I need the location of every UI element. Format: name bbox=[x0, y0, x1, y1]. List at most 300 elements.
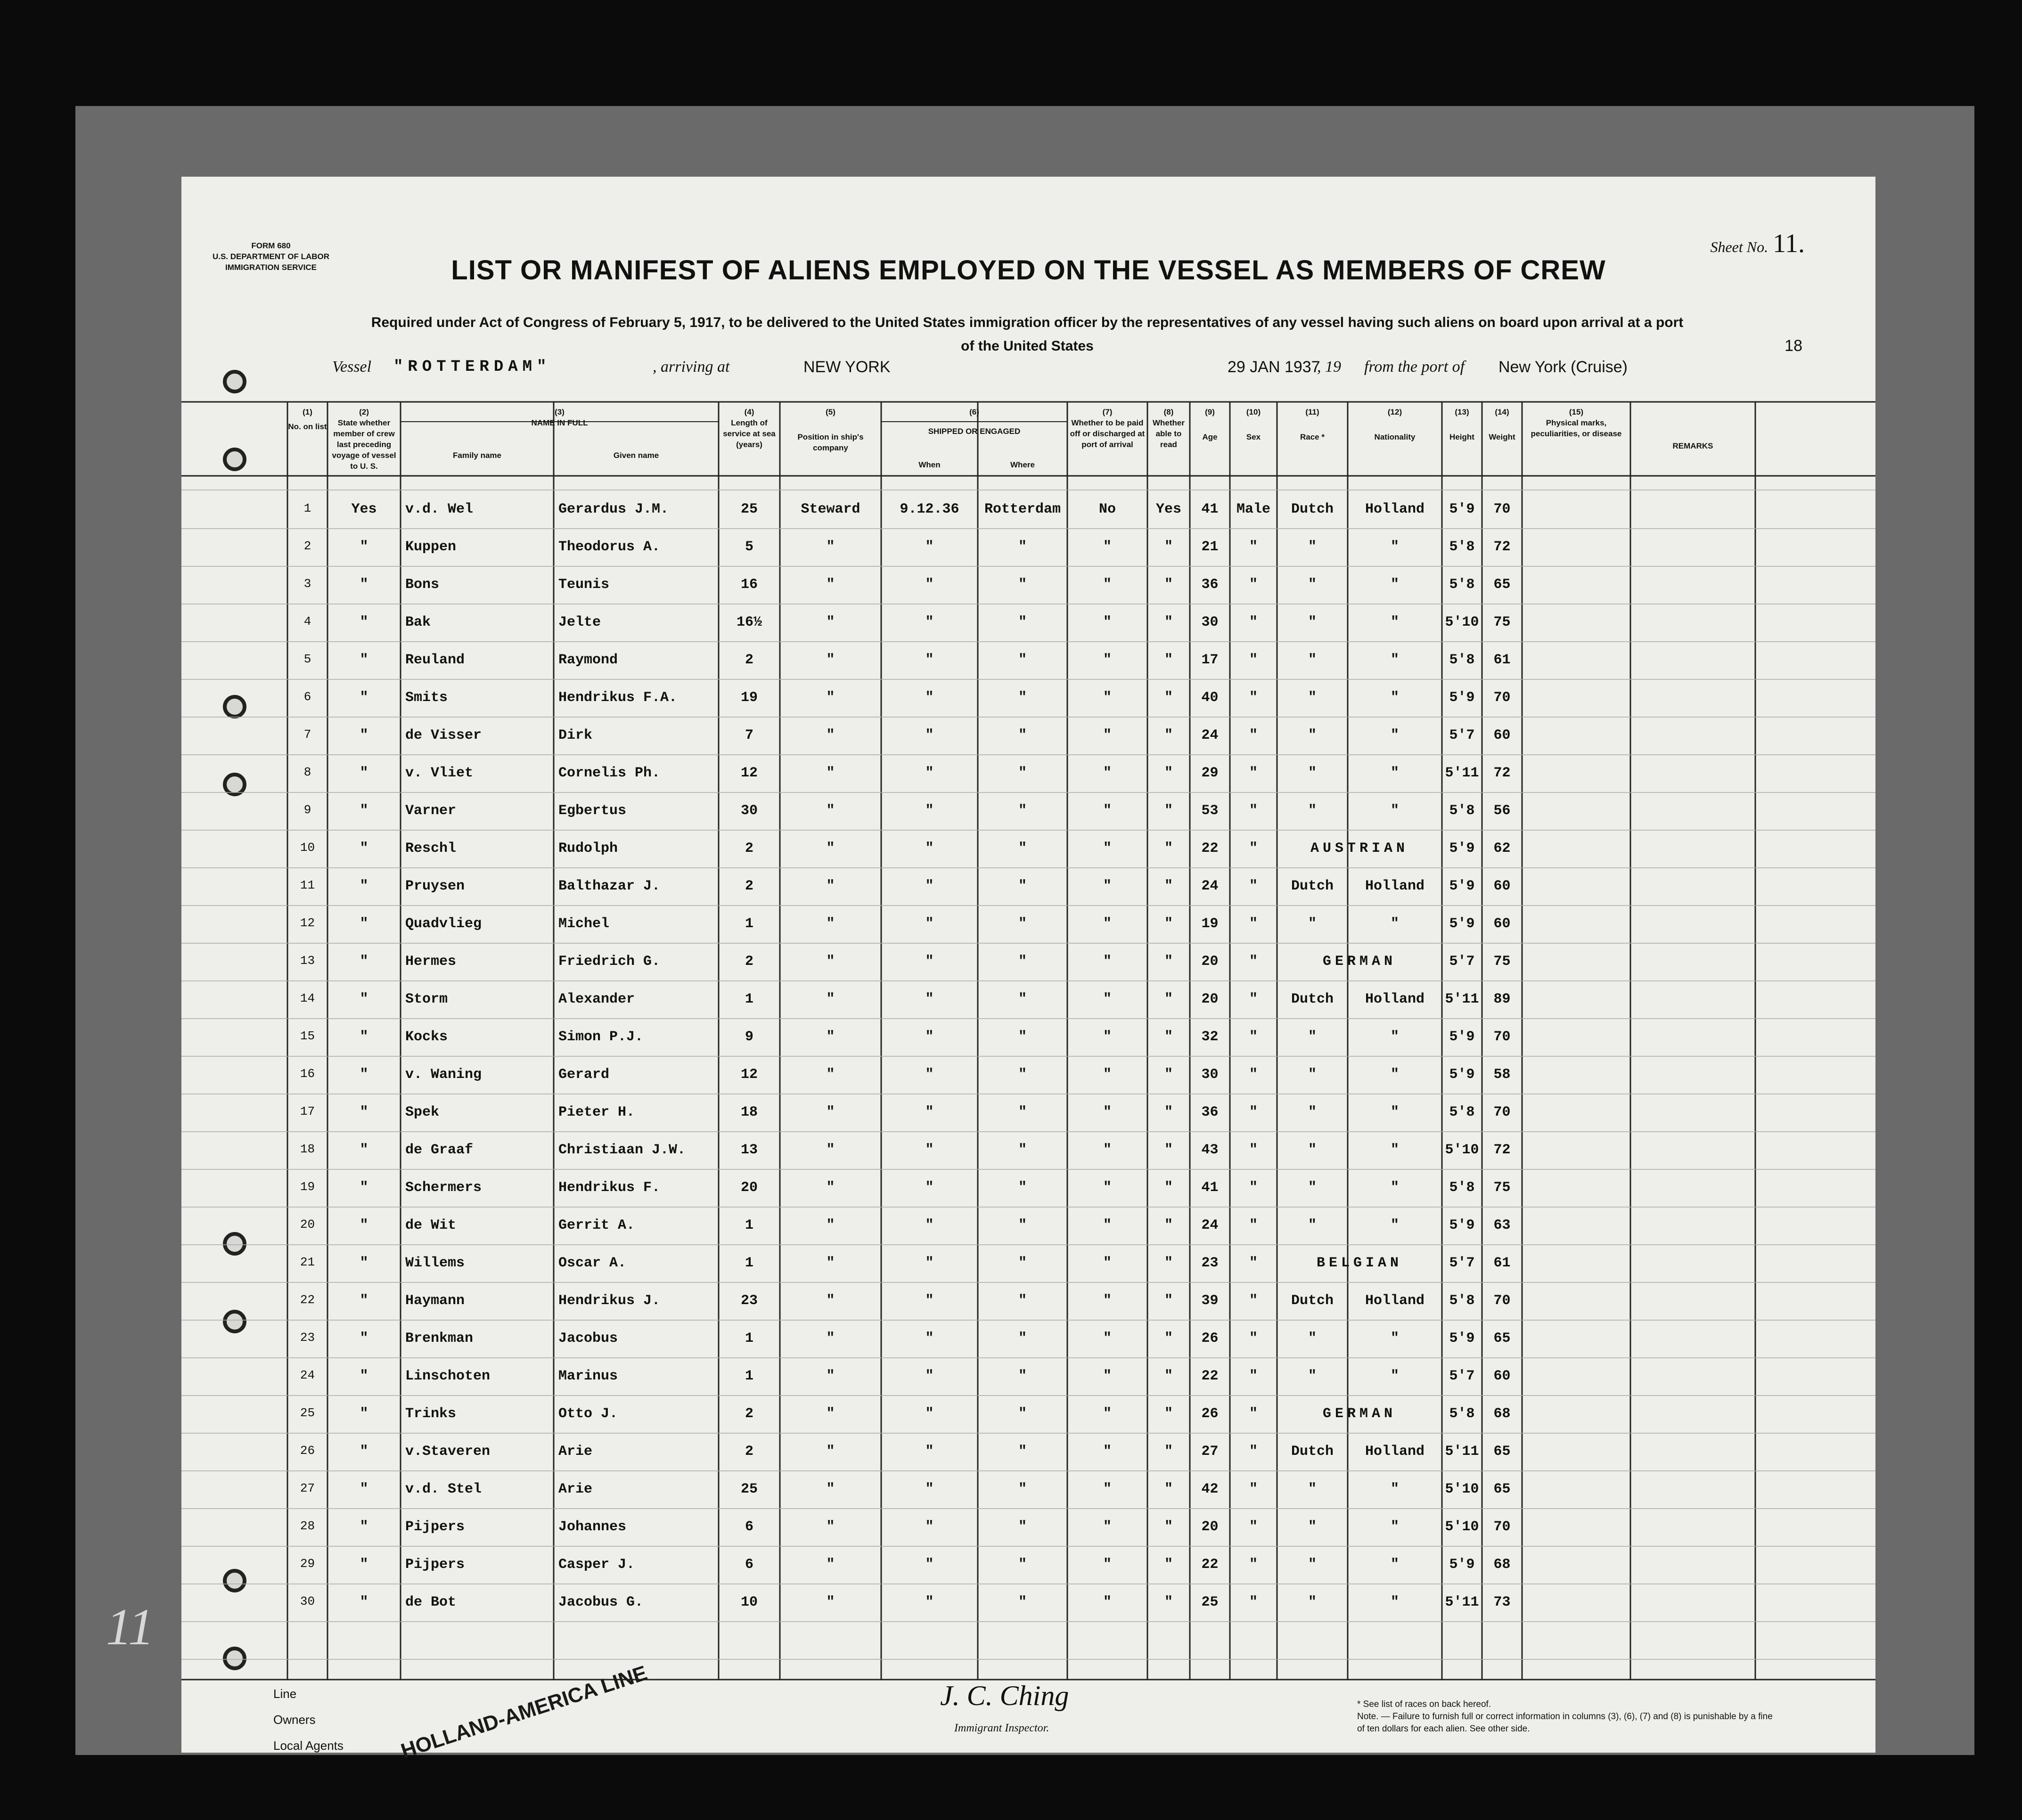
cell-sex: " bbox=[1249, 1557, 1258, 1573]
cell-family: Kuppen bbox=[405, 539, 457, 555]
cell-no: 9 bbox=[303, 803, 311, 817]
cell-when: " bbox=[925, 1406, 934, 1422]
cell-nationality: " bbox=[1390, 1368, 1399, 1384]
form-number: FORM 680 bbox=[251, 241, 291, 250]
cell-no: 11 bbox=[300, 878, 315, 892]
cell-paid: " bbox=[1103, 1293, 1112, 1309]
col-number: (7) bbox=[1102, 408, 1113, 416]
cell-sex: " bbox=[1249, 1142, 1258, 1158]
cell-weight: 68 bbox=[1493, 1557, 1511, 1573]
cell-age: 36 bbox=[1201, 577, 1219, 593]
cell-race: " bbox=[1308, 727, 1317, 743]
cell-prev: " bbox=[360, 1444, 368, 1460]
cell-service: 20 bbox=[740, 1180, 758, 1196]
cell-when: " bbox=[925, 1557, 934, 1573]
cell-position: " bbox=[826, 841, 835, 857]
cell-race: " bbox=[1308, 916, 1317, 932]
cell-race: " bbox=[1308, 803, 1317, 819]
cell-race: GERMAN bbox=[1322, 954, 1397, 970]
cell-prev: " bbox=[360, 577, 368, 593]
cell-service: 23 bbox=[740, 1293, 758, 1309]
col-header-nationality bbox=[1348, 407, 1442, 442]
cell-age: 41 bbox=[1201, 501, 1219, 517]
cell-sex: " bbox=[1249, 1255, 1258, 1271]
cell-age: 20 bbox=[1201, 954, 1219, 970]
cell-when: " bbox=[925, 577, 934, 593]
cell-no: 19 bbox=[300, 1180, 315, 1194]
cell-service: 1 bbox=[745, 1368, 753, 1384]
cell-position: " bbox=[826, 1481, 835, 1497]
cell-family: Reschl bbox=[405, 841, 457, 857]
cell-paid: " bbox=[1103, 1255, 1112, 1271]
cell-age: 24 bbox=[1201, 878, 1219, 894]
cell-read: " bbox=[1164, 765, 1173, 781]
cell-where: " bbox=[1018, 1406, 1027, 1422]
cell-position: " bbox=[826, 916, 835, 932]
cell-no: 17 bbox=[300, 1104, 315, 1118]
cell-height: 5'10 bbox=[1445, 614, 1479, 630]
cell-race: " bbox=[1308, 1519, 1317, 1535]
cell-given: Friedrich G. bbox=[558, 954, 661, 970]
cell-where: " bbox=[1018, 1180, 1027, 1196]
vessel-name: "ROTTERDAM" bbox=[393, 358, 551, 376]
col-number: (14) bbox=[1495, 408, 1509, 416]
cell-sex: " bbox=[1249, 878, 1258, 894]
cell-when: " bbox=[925, 916, 934, 932]
service-name: IMMIGRATION SERVICE bbox=[225, 263, 317, 272]
cell-height: 5'7 bbox=[1449, 1368, 1475, 1384]
col-header-shipped bbox=[881, 407, 1067, 437]
cell-age: 29 bbox=[1201, 765, 1219, 781]
col-header-service bbox=[719, 407, 780, 450]
cell-nationality: " bbox=[1390, 539, 1399, 555]
arrival-port: NEW YORK bbox=[803, 358, 891, 376]
cell-given: Otto J. bbox=[558, 1406, 618, 1422]
cell-sex: " bbox=[1249, 614, 1258, 630]
cell-where: " bbox=[1018, 1293, 1027, 1309]
cell-service: 6 bbox=[745, 1519, 753, 1535]
cell-weight: 60 bbox=[1493, 878, 1511, 894]
cell-position: " bbox=[826, 1557, 835, 1573]
cell-race: GERMAN bbox=[1322, 1406, 1397, 1422]
cell-family: Spek bbox=[405, 1104, 440, 1120]
cell-read: " bbox=[1164, 1557, 1173, 1573]
cell-sex: " bbox=[1249, 539, 1258, 555]
cell-no: 22 bbox=[300, 1293, 315, 1307]
cell-given: Egbertus bbox=[558, 803, 627, 819]
cell-service: 1 bbox=[745, 1217, 753, 1233]
cell-age: 26 bbox=[1201, 1406, 1219, 1422]
cell-no: 20 bbox=[300, 1217, 315, 1232]
col-header-name bbox=[401, 407, 719, 428]
cell-where: " bbox=[1018, 1255, 1027, 1271]
cell-height: 5'9 bbox=[1449, 1330, 1475, 1347]
cell-no: 7 bbox=[303, 727, 311, 742]
cell-weight: 72 bbox=[1493, 1142, 1511, 1158]
cell-read: " bbox=[1164, 1519, 1173, 1535]
cell-position: " bbox=[826, 1217, 835, 1233]
cell-given: Marinus bbox=[558, 1368, 618, 1384]
cell-position: " bbox=[826, 1444, 835, 1460]
cell-nationality: " bbox=[1390, 1519, 1399, 1535]
cell-age: 40 bbox=[1201, 690, 1219, 706]
cell-age: 22 bbox=[1201, 1557, 1219, 1573]
cell-read: " bbox=[1164, 577, 1173, 593]
cell-position: " bbox=[826, 1519, 835, 1535]
cell-paid: " bbox=[1103, 954, 1112, 970]
cell-age: 23 bbox=[1201, 1255, 1219, 1271]
cell-service: 30 bbox=[740, 803, 758, 819]
cell-sex: " bbox=[1249, 916, 1258, 932]
department-name: U.S. DEPARTMENT OF LABOR bbox=[212, 252, 330, 261]
cell-prev: " bbox=[360, 1104, 368, 1120]
cell-no: 15 bbox=[300, 1029, 315, 1043]
cell-race: AUSTRIAN bbox=[1310, 841, 1409, 857]
cell-prev: " bbox=[360, 1557, 368, 1573]
cell-given: Oscar A. bbox=[558, 1255, 627, 1271]
cell-height: 5'8 bbox=[1449, 803, 1475, 819]
cell-sex: " bbox=[1249, 765, 1258, 781]
cell-no: 8 bbox=[303, 765, 311, 779]
cell-where: " bbox=[1018, 1519, 1027, 1535]
cell-paid: " bbox=[1103, 765, 1112, 781]
col-header-paid-off bbox=[1067, 407, 1147, 450]
cell-weight: 65 bbox=[1493, 1330, 1511, 1347]
cell-sex: " bbox=[1249, 1330, 1258, 1347]
cell-prev: " bbox=[360, 1330, 368, 1347]
cell-nationality: " bbox=[1390, 727, 1399, 743]
col-label: Sex bbox=[1246, 433, 1261, 441]
cell-nationality: " bbox=[1390, 765, 1399, 781]
col-header-sex bbox=[1230, 407, 1277, 442]
cell-race: " bbox=[1308, 690, 1317, 706]
cell-service: 1 bbox=[745, 991, 753, 1007]
cell-race: BELGIAN bbox=[1316, 1255, 1403, 1271]
cell-weight: 65 bbox=[1493, 1444, 1511, 1460]
cell-read: " bbox=[1164, 954, 1173, 970]
col-label: NAME IN FULL bbox=[531, 418, 588, 427]
cell-weight: 60 bbox=[1493, 727, 1511, 743]
cell-where: " bbox=[1018, 1029, 1027, 1045]
col-number: (10) bbox=[1246, 408, 1261, 416]
cell-position: " bbox=[826, 1293, 835, 1309]
cell-race: Dutch bbox=[1291, 501, 1334, 517]
col-header-weight bbox=[1482, 407, 1522, 442]
cell-when: " bbox=[925, 1293, 934, 1309]
cell-when: " bbox=[925, 803, 934, 819]
cell-nationality: " bbox=[1390, 916, 1399, 932]
col-number: (6) bbox=[969, 408, 979, 416]
cell-position: " bbox=[826, 1255, 835, 1271]
col-header-age bbox=[1190, 407, 1230, 442]
cell-service: 2 bbox=[745, 1406, 753, 1422]
cell-service: 2 bbox=[745, 1444, 753, 1460]
cell-family: Brenkman bbox=[405, 1330, 474, 1347]
cell-no: 18 bbox=[300, 1142, 315, 1156]
cell-family: Smits bbox=[405, 690, 448, 706]
cell-given: Gerrit A. bbox=[558, 1217, 635, 1233]
cell-sex: " bbox=[1249, 1594, 1258, 1610]
cell-read: " bbox=[1164, 1217, 1173, 1233]
cell-height: 5'8 bbox=[1449, 1406, 1475, 1422]
cell-when: " bbox=[925, 1067, 934, 1083]
cell-weight: 65 bbox=[1493, 1481, 1511, 1497]
cell-nationality: " bbox=[1390, 1029, 1399, 1045]
vessel-label: Vessel bbox=[332, 358, 372, 375]
cell-when: " bbox=[925, 1217, 934, 1233]
cell-read: " bbox=[1164, 614, 1173, 630]
cell-family: Storm bbox=[405, 991, 448, 1007]
cell-no: 12 bbox=[300, 916, 315, 930]
cell-sex: " bbox=[1249, 841, 1258, 857]
cell-given: Arie bbox=[558, 1444, 593, 1460]
cell-position: " bbox=[826, 878, 835, 894]
cell-read: " bbox=[1164, 1029, 1173, 1045]
cell-paid: " bbox=[1103, 1519, 1112, 1535]
cell-sex: " bbox=[1249, 1293, 1258, 1309]
cell-given: Casper J. bbox=[558, 1557, 635, 1573]
page-title: LIST OR MANIFEST OF ALIENS EMPLOYED ON THE VESSEL AS MEMBERS OF CREW bbox=[451, 255, 1606, 286]
margin-mark: 11 bbox=[106, 1598, 154, 1656]
cell-prev: " bbox=[360, 1255, 368, 1271]
cell-given: Simon P.J. bbox=[558, 1029, 644, 1045]
col-label: Age bbox=[1202, 433, 1218, 441]
cell-read: " bbox=[1164, 690, 1173, 706]
cell-family: Bak bbox=[405, 614, 431, 630]
cell-weight: 70 bbox=[1493, 1104, 1511, 1120]
cell-paid: " bbox=[1103, 1142, 1112, 1158]
cell-weight: 70 bbox=[1493, 1293, 1511, 1309]
col-number: (13) bbox=[1455, 408, 1469, 416]
cell-read: " bbox=[1164, 652, 1173, 668]
cell-no: 25 bbox=[300, 1406, 315, 1420]
cell-when: " bbox=[925, 1255, 934, 1271]
cell-prev: " bbox=[360, 1142, 368, 1158]
cell-prev: " bbox=[360, 1594, 368, 1610]
cell-paid: " bbox=[1103, 577, 1112, 593]
cell-when: " bbox=[925, 1594, 934, 1610]
cell-sex: " bbox=[1249, 954, 1258, 970]
cell-when: " bbox=[925, 1330, 934, 1347]
cell-sex: " bbox=[1249, 1406, 1258, 1422]
cell-given: Johannes bbox=[558, 1519, 627, 1535]
cell-prev: Yes bbox=[351, 501, 377, 517]
cell-prev: " bbox=[360, 878, 368, 894]
cell-read: " bbox=[1164, 803, 1173, 819]
cell-position: " bbox=[826, 1142, 835, 1158]
cell-where: " bbox=[1018, 652, 1027, 668]
cell-race: " bbox=[1308, 1180, 1317, 1196]
cell-service: 1 bbox=[745, 1330, 753, 1347]
cell-race: " bbox=[1308, 1368, 1317, 1384]
cell-given: Rudolph bbox=[558, 841, 618, 857]
cell-family: Pijpers bbox=[405, 1519, 465, 1535]
cell-no: 16 bbox=[300, 1067, 315, 1081]
col-label: Length of service at sea (years) bbox=[723, 418, 776, 449]
cell-paid: " bbox=[1103, 991, 1112, 1007]
cell-read: " bbox=[1164, 878, 1173, 894]
cell-age: 17 bbox=[1201, 652, 1219, 668]
cell-race: " bbox=[1308, 1217, 1317, 1233]
cell-where: " bbox=[1018, 1142, 1027, 1158]
cell-where: " bbox=[1018, 1444, 1027, 1460]
cell-paid: " bbox=[1103, 878, 1112, 894]
races-note: * See list of races on back hereof. bbox=[1357, 1699, 1491, 1709]
cell-age: 24 bbox=[1201, 727, 1219, 743]
cell-given: Michel bbox=[558, 916, 610, 932]
cell-position: " bbox=[826, 727, 835, 743]
cell-weight: 72 bbox=[1493, 539, 1511, 555]
cell-nationality: " bbox=[1390, 614, 1399, 630]
cell-position: " bbox=[826, 1406, 835, 1422]
cell-position: " bbox=[826, 803, 835, 819]
cell-nationality: " bbox=[1390, 1481, 1399, 1497]
cell-sex: " bbox=[1249, 803, 1258, 819]
cell-family: Pijpers bbox=[405, 1557, 465, 1573]
cell-service: 7 bbox=[745, 727, 753, 743]
col-number: (11) bbox=[1305, 408, 1319, 416]
cell-position: " bbox=[826, 1330, 835, 1347]
col-number: (9) bbox=[1205, 408, 1215, 416]
cell-age: 53 bbox=[1201, 803, 1219, 819]
cell-height: 5'11 bbox=[1445, 1594, 1479, 1610]
cell-race: " bbox=[1308, 614, 1317, 630]
cell-where: " bbox=[1018, 1368, 1027, 1384]
cell-age: 22 bbox=[1201, 1368, 1219, 1384]
col-label: SHIPPED OR ENGAGED bbox=[928, 427, 1021, 436]
arrival-date: 29 JAN 1937 bbox=[1228, 358, 1320, 376]
col-number: (4) bbox=[744, 408, 754, 416]
cell-when: " bbox=[925, 991, 934, 1007]
cell-service: 18 bbox=[740, 1104, 758, 1120]
cell-paid: " bbox=[1103, 1368, 1112, 1384]
cell-age: 20 bbox=[1201, 1519, 1219, 1535]
cell-age: 39 bbox=[1201, 1293, 1219, 1309]
cell-position: " bbox=[826, 1180, 835, 1196]
cell-height: 5'8 bbox=[1449, 1180, 1475, 1196]
col-number: (12) bbox=[1387, 408, 1402, 416]
cell-where: " bbox=[1018, 878, 1027, 894]
subtitle-line-2: of the United States bbox=[961, 338, 1094, 354]
cell-position: " bbox=[826, 614, 835, 630]
sheet-label: Sheet No. bbox=[1710, 238, 1768, 255]
col-number: (3) bbox=[555, 408, 565, 416]
cell-paid: " bbox=[1103, 690, 1112, 706]
cell-height: 5'11 bbox=[1445, 1444, 1479, 1460]
col-label: Nationality bbox=[1374, 433, 1416, 441]
cell-paid: " bbox=[1103, 1444, 1112, 1460]
cell-family: de Visser bbox=[405, 727, 482, 743]
cell-paid: " bbox=[1103, 1406, 1112, 1422]
owners-label: Owners bbox=[273, 1713, 316, 1727]
col-label: Whether to be paid off or discharged at port of arrival bbox=[1070, 418, 1145, 449]
cell-age: 30 bbox=[1201, 614, 1219, 630]
col-header-given-name: Given name bbox=[613, 451, 659, 460]
cell-weight: 75 bbox=[1493, 954, 1511, 970]
cell-race: Dutch bbox=[1291, 878, 1334, 894]
cell-prev: " bbox=[360, 765, 368, 781]
cell-nationality: " bbox=[1390, 803, 1399, 819]
cell-when: " bbox=[925, 690, 934, 706]
cell-given: Jacobus bbox=[558, 1330, 618, 1347]
cell-given: Christiaan J.W. bbox=[558, 1142, 686, 1158]
cell-height: 5'8 bbox=[1449, 577, 1475, 593]
cell-family: Trinks bbox=[405, 1406, 457, 1422]
cell-prev: " bbox=[360, 1217, 368, 1233]
cell-when: " bbox=[925, 954, 934, 970]
col-header-remarks: REMARKS bbox=[1672, 441, 1713, 450]
cell-paid: " bbox=[1103, 1104, 1112, 1120]
cell-given: Jacobus G. bbox=[558, 1594, 644, 1610]
cell-sex: " bbox=[1249, 1217, 1258, 1233]
cell-prev: " bbox=[360, 1368, 368, 1384]
col-number: (2) bbox=[359, 408, 369, 416]
cell-family: v.d. Stel bbox=[405, 1481, 482, 1497]
cell-service: 2 bbox=[745, 954, 753, 970]
cell-given: Teunis bbox=[558, 577, 610, 593]
cell-no: 29 bbox=[300, 1557, 315, 1571]
cell-nationality: " bbox=[1390, 652, 1399, 668]
cell-nationality: Holland bbox=[1365, 1444, 1425, 1460]
sheet-value: 11. bbox=[1773, 229, 1805, 258]
corner-number: 18 bbox=[1785, 337, 1802, 355]
cell-prev: " bbox=[360, 614, 368, 630]
cell-where: " bbox=[1018, 727, 1027, 743]
line-stamp: HOLLAND-AMERICA LINE bbox=[398, 1661, 650, 1763]
cell-no: 14 bbox=[300, 991, 315, 1005]
cell-service: 2 bbox=[745, 841, 753, 857]
cell-where: " bbox=[1018, 1481, 1027, 1497]
cell-weight: 68 bbox=[1493, 1406, 1511, 1422]
cell-paid: " bbox=[1103, 727, 1112, 743]
cell-when: " bbox=[925, 841, 934, 857]
cell-prev: " bbox=[360, 803, 368, 819]
cell-position: Steward bbox=[801, 501, 860, 517]
cell-position: " bbox=[826, 1029, 835, 1045]
cell-age: 30 bbox=[1201, 1067, 1219, 1083]
cell-read: " bbox=[1164, 1406, 1173, 1422]
cell-age: 36 bbox=[1201, 1104, 1219, 1120]
cell-height: 5'8 bbox=[1449, 539, 1475, 555]
cell-paid: " bbox=[1103, 652, 1112, 668]
col-number: (1) bbox=[303, 408, 312, 416]
cell-age: 26 bbox=[1201, 1330, 1219, 1347]
cell-family: Schermers bbox=[405, 1180, 482, 1196]
cell-weight: 60 bbox=[1493, 1368, 1511, 1384]
cell-nationality: " bbox=[1390, 1594, 1399, 1610]
cell-prev: " bbox=[360, 727, 368, 743]
cell-family: v. Vliet bbox=[405, 765, 474, 781]
cell-sex: " bbox=[1249, 690, 1258, 706]
cell-family: v.d. Wel bbox=[405, 501, 474, 517]
col-label: Whether able to read bbox=[1153, 418, 1185, 449]
cell-race: Dutch bbox=[1291, 991, 1334, 1007]
cell-when: " bbox=[925, 1444, 934, 1460]
cell-read: " bbox=[1164, 1594, 1173, 1610]
col-label: Race * bbox=[1300, 433, 1325, 441]
col-number: (8) bbox=[1163, 408, 1174, 416]
from-port-label: from the port of bbox=[1364, 358, 1465, 375]
cell-paid: " bbox=[1103, 841, 1112, 857]
col-label: No. on list bbox=[288, 422, 327, 431]
cell-weight: 72 bbox=[1493, 765, 1511, 781]
cell-service: 12 bbox=[740, 1067, 758, 1083]
subtitle-line-1: Required under Act of Congress of February 5, 1917, to be delivered to the United States immigration officer by the representatives of any vessel having such aliens on board upon arrival at a port bbox=[371, 315, 1684, 330]
cell-when: " bbox=[925, 765, 934, 781]
cell-read: " bbox=[1164, 1255, 1173, 1271]
cell-weight: 61 bbox=[1493, 652, 1511, 668]
cell-age: 25 bbox=[1201, 1594, 1219, 1610]
